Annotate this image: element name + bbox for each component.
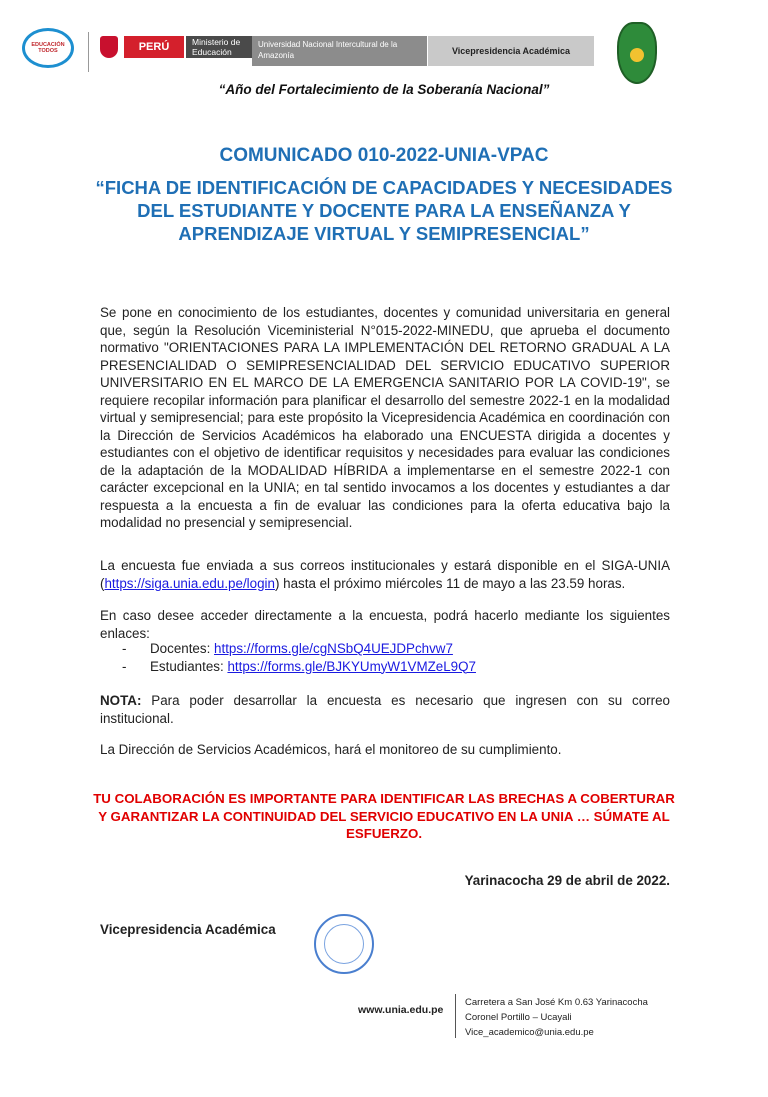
vice-label: Vicepresidencia Académica (428, 36, 594, 66)
ministry-label: Ministerio de Educación (186, 36, 262, 58)
seal-inner-ring (324, 924, 364, 964)
signature-office: Vicepresidencia Académica (100, 922, 276, 937)
footer-email: Vice_academico@unia.edu.pe (465, 1027, 594, 1038)
sun-icon (630, 48, 644, 62)
communique-number: COMUNICADO 010-2022-UNIA-VPAC (219, 145, 549, 166)
peru-coat-of-arms-icon (100, 36, 118, 58)
survey-availability-paragraph (100, 557, 670, 592)
list-item (100, 640, 670, 658)
docentes-form-link[interactable]: https://forms.gle/cgNSbQ4UEJDPchvw7 (214, 641, 453, 656)
footer-address-line1: Carretera a San José Km 0.63 Yarinacocha (465, 997, 648, 1008)
availability-text-after: ) hasta el próximo miércoles 11 de mayo a las 23.59 horas. (274, 575, 626, 591)
link-label-estudiantes: Estudiantes: (150, 658, 224, 674)
list-dash: - (122, 658, 127, 674)
survey-links-list (100, 640, 670, 675)
monitoring-paragraph: La Dirección de Servicios Académicos, hará el monitoreo de su cumplimiento. (100, 742, 562, 757)
official-seal-icon (314, 914, 374, 974)
education-logo-text: EDUCACIÓN TODOS (31, 42, 65, 54)
header-divider (88, 32, 89, 72)
intro-paragraph: Se pone en conocimiento de los estudiantes, docentes y comunidad universitaria en general que, según la Resolución Viceministerial N°015-2022-MINEDU, que aprueba el documento normativo "ORIENTACIONES PARA LA IMPLEMENTACIÓN DEL RETORNO GRADUAL A LA PRESENCIALIDAD O SEMIPRESENCIALIDAD DEL SERVICIO EDUCATIVO SUPERIOR UNIVERSITARIO EN EL MARCO DE LA EMERGENCIA SANITARIO POR LA COVID-19", se requiere recopilar información para planificar el desarrollo del semestre 2022-1 en la modalidad virtual y semipresencial; para este propósito la Vicepresidencia Académica en coordinación con la Dirección de Servicios Académicos ha elaborado una ENCUESTA dirigida a docentes y estudiantes con el objetivo de identificar requisitos y necesidades para evaluar las condiciones de la adaptación de la MODALIDAD HÍBRIDA a implementarse en el semestre 2022-1 con carácter excepcional en la UNIA; en tal sentido invocamos a los docentes y estudiantes a dar respuesta a la encuesta a fin de evaluar las condiciones para la oferta educativa bajo la modalidad no presencial y semipresencial. (100, 305, 670, 530)
peru-label: PERÚ (124, 36, 184, 58)
footer-contact (465, 995, 648, 1040)
university-label: Universidad Nacional Intercultural de la Amazonía (252, 36, 427, 66)
note-text: Para poder desarrollar la encuesta es necesario que ingresen con su correo institucional. (100, 693, 670, 726)
letterhead (20, 22, 750, 82)
education-logo (22, 28, 74, 68)
estudiantes-form-link[interactable]: https://forms.gle/BJKYUmyW1VMZeL9Q7 (227, 658, 476, 674)
note-label: NOTA: (100, 693, 142, 708)
unia-shield-logo (617, 22, 657, 84)
footer-address-line2: Coronel Portillo – Ucayali (465, 1012, 572, 1023)
year-motto: “Año del Fortalecimiento de la Soberanía Nacional” (218, 82, 550, 97)
communique-title: “FICHA DE IDENTIFICACIÓN DE CAPACIDADES Y NECESIDADES DEL ESTUDIANTE Y DOCENTE PARA LA ENSEÑANZA Y APRENDIZAJE VIRTUAL Y SEMIPRESENCIAL” (95, 177, 673, 244)
note-paragraph (100, 692, 670, 727)
links-intro-paragraph: En caso desee acceder directamente a la encuesta, podrá hacerlo mediante los siguientes enlaces: (100, 608, 670, 641)
list-dash: - (122, 641, 127, 656)
collaboration-callout: TU COLABORACIÓN ES IMPORTANTE PARA IDENTIFICAR LAS BRECHAS A COBERTURAR Y GARANTIZAR LA CONTINUIDAD DEL SERVICIO EDUCATIVO EN LA UNIA … SÚMATE AL ESFUERZO. (93, 791, 675, 841)
footer-divider (455, 994, 456, 1038)
document-date: Yarinacocha 29 de abril de 2022. (464, 873, 670, 888)
footer-website: www.unia.edu.pe (358, 1004, 444, 1016)
link-label-docentes: Docentes: (150, 641, 211, 656)
list-item (100, 658, 670, 676)
siga-link[interactable]: https://siga.unia.edu.pe/login (104, 575, 275, 591)
availability-text-before: La encuesta fue enviada a sus correos institucionales y estará disponible en el SIGA-UNIA ( (100, 558, 670, 591)
